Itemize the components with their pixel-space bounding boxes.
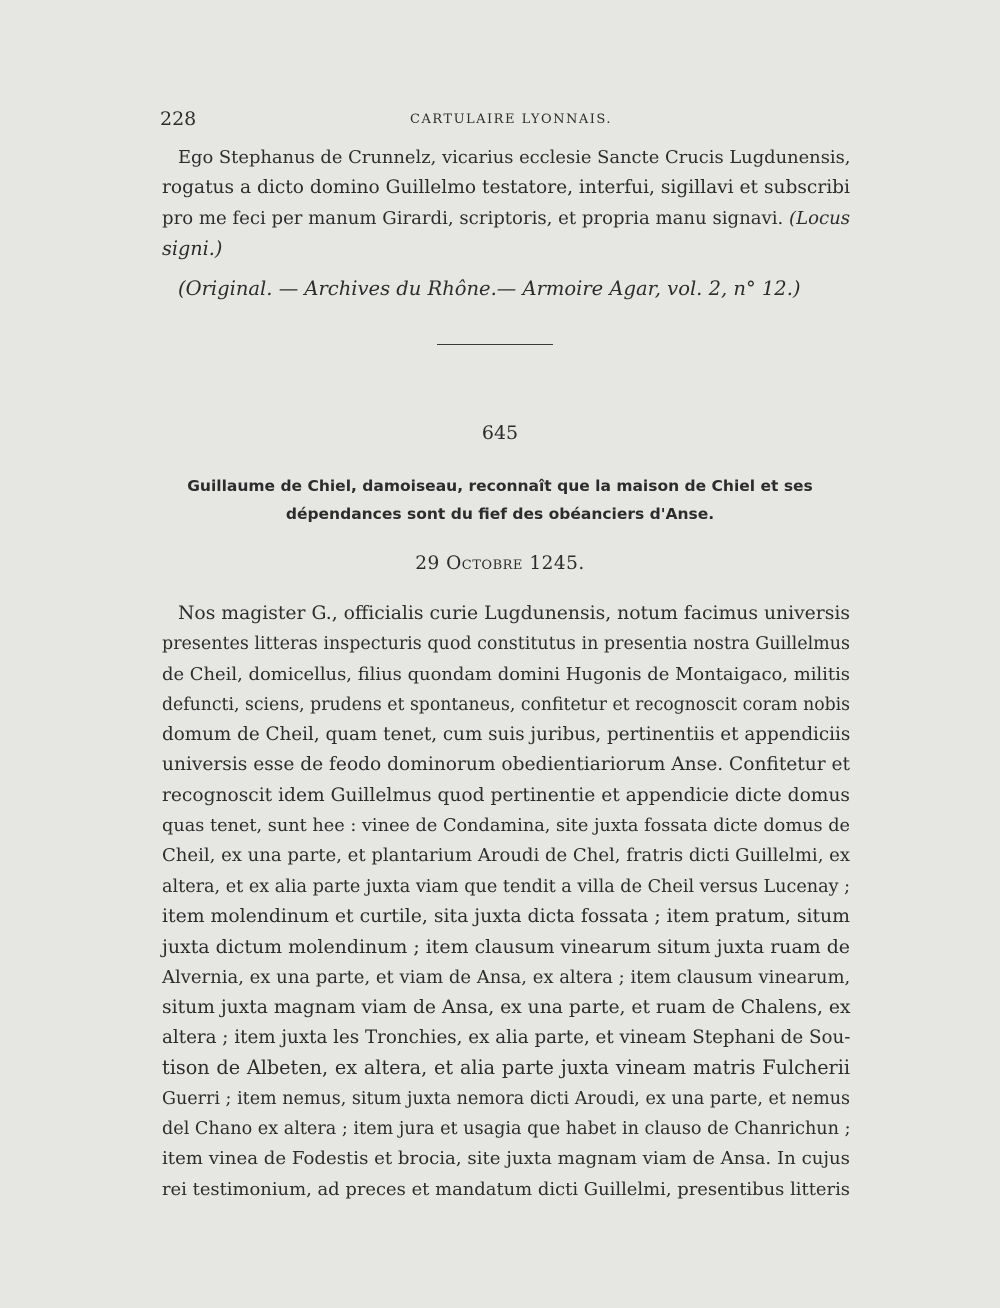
text-line: defuncti, sciens, prudens et spontaneus, confitetur et recognoscit coram nobis <box>162 694 850 715</box>
date-year: 1245. <box>529 553 585 574</box>
text-line: Alvernia, ex una parte, et viam de Ansa, ex altera ; item clausum vinearum, <box>162 966 851 988</box>
text-line: item molendinum et curtile, sita juxta dicta fossata ; item pratum, situm <box>162 905 850 927</box>
previous-charter-text <box>162 143 850 264</box>
running-title: CARTULAIRE LYONNAIS. <box>410 112 612 127</box>
text-line: rei testimonium, ad preces et mandatum dicti Guillelmi, presentibus litteris <box>162 1178 850 1200</box>
date-month: Octobre <box>446 553 523 574</box>
text-line: tison de Albeten, ex altera, et alia parte juxta vineam matris Fulcherii <box>162 1056 850 1080</box>
text-line: rogatus a dicto domino Guillelmo testatore, interfui, sigillavi et subscribi <box>162 177 850 199</box>
text-line: Guerri ; item nemus, situm juxta nemora dicti Aroudi, ex una parte, et nemus <box>162 1088 850 1109</box>
date-day: 29 <box>415 553 440 574</box>
locus-signi-start: (Locus <box>789 207 851 229</box>
document-date <box>0 553 1000 574</box>
page-number: 228 <box>160 108 197 130</box>
text-line: Cheil, ex una parte, et plantarium Aroudi de Chel, fratris dicti Guillelmi, ex <box>162 845 850 867</box>
summary-line: Guillaume de Chiel, damoiseau, reconnaît que la maison de Chiel et ses <box>187 477 813 495</box>
text-line: del Chano ex altera ; item jura et usagia que habet in clauso de Chanrichun ; <box>162 1119 851 1140</box>
text-line <box>162 204 850 234</box>
text-line: altera, et ex alia parte juxta viam que tendit a villa de Cheil versus Lucenay ; <box>162 876 851 897</box>
text-line: Nos magister G., officialis curie Lugdunensis, notum facimus universis <box>178 603 850 624</box>
text-line: recognoscit idem Guillelmus quod pertinentie et appendicie dicte domus <box>162 784 850 806</box>
text-line: domum de Cheil, quam tenet, cum suis juribus, pertinentiis et appendiciis <box>162 724 851 746</box>
text-line: Ego Stephanus de Crunnelz, vicarius ecclesie Sancte Crucis Lugdunensis, <box>178 147 851 168</box>
text-line: juxta dictum molendinum ; item clausum vinearum situm juxta ruam de <box>162 936 850 959</box>
document-summary <box>160 472 840 528</box>
text-line: presentes litteras inspecturis quod constitutus in presentia nostra Guillelmus <box>162 634 850 655</box>
text-line: situm juxta magnam viam de Ansa, ex una parte, et ruam de Chalens, ex <box>162 996 851 1018</box>
summary-line: dépendances sont du fief des obéanciers d'Anse. <box>285 505 715 523</box>
source-note: (Original. — Archives du Rhône.— Armoire Agar, vol. 2, n° 12.) <box>178 277 801 300</box>
text-line: universis esse de feodo dominorum obedientiariorum Anse. Confitetur et <box>162 754 851 776</box>
text-line-part: pro me feci per manum Girardi, scriptoris, et propria manu signavi. <box>162 207 784 229</box>
text-line: altera ; item juxta les Tronchies, ex alia parte, et vineam Stephani de Sou- <box>162 1027 851 1049</box>
text-line: de Cheil, domicellus, filius quondam domini Hugonis de Montaigaco, militis <box>162 663 850 685</box>
text-line: item vinea de Fodestis et brocia, site juxta magnam viam de Ansa. In cujus <box>162 1148 850 1170</box>
document-number: 645 <box>481 422 519 444</box>
running-head <box>160 108 850 132</box>
charter-body <box>162 599 850 1205</box>
section-divider <box>437 344 553 345</box>
locus-signi-end: signi.) <box>162 236 223 260</box>
text-line: quas tenet, sunt hee : vinee de Condamina, site juxta fossata dicte domus de <box>162 816 850 837</box>
